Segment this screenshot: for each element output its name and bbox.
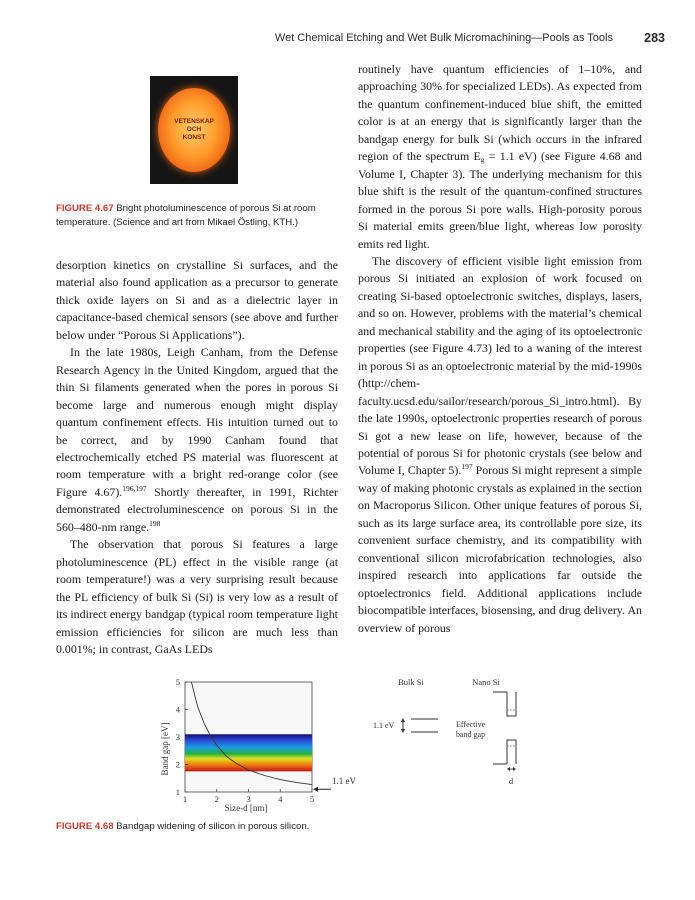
figure-4-68-label: FIGURE 4.68 (56, 821, 114, 832)
size-label: d (508, 776, 514, 786)
y-tick-label: 3 (175, 732, 180, 742)
running-head: Wet Chemical Etching and Wet Bulk Micromachining—Pools as Tools (274, 32, 613, 44)
left-paragraph-1: desorption kinetics on crystalline Si surfaces, and the material also found application as a precursor to generate thick oxide layers on Si and as a dielectric layer in capacitance-based chemical sensors (see above and further below under “Porous Si Applications”). (56, 258, 338, 342)
bandgap-schematic (368, 672, 548, 802)
size-arrow-head-left (507, 767, 510, 771)
left-paragraph-2: In the late 1980s, Leigh Canham, from the Defense Research Agency in the United Kingdom, argued that the thin Si filaments generated when the pores in porous Si become large and numerous enough might display quantum confinement effects. His intuition turned out to be correct, and by 1990 Canham found that electrochemically etched PS material was fluorescent at room temperature with a bright red-orange color (see Figure 4.67).$^{196,197}$ Shortly thereafter, in 1991, Richter demonstrated electroluminescence on porous Si in the 560–480-nm range.$^{198}$ (56, 345, 338, 534)
figure-4-67-caption (56, 202, 318, 229)
visible-spectrum-band (185, 734, 312, 771)
figure-4-67-text: Bright photoluminescence of porous Si at room temperature. (Science and art from Mikael Östling, KTH.) (56, 203, 316, 228)
x-axis-label: Size-d [nm] (224, 803, 268, 813)
citation-ref: 196,197 (122, 483, 147, 493)
citation-ref: 197 (461, 462, 473, 472)
photoluminescence-photo (150, 76, 238, 184)
seal-line-1: VETENSKAP (174, 118, 214, 125)
nano-conduction-well (493, 692, 516, 716)
figure-4-68-text: Bandgap widening of silicon in porous silicon. (116, 821, 310, 832)
x-tick-label: 2 (214, 794, 219, 804)
y-tick-label: 2 (175, 759, 180, 770)
arrow-1-1-ev-head (313, 787, 318, 792)
nano-si-label: Nano Si (472, 677, 500, 687)
plot-area (176, 677, 331, 804)
figure-4-67-label: FIGURE 4.67 (56, 203, 114, 214)
right-paragraph-1: routinely have quantum efficiencies of 1–10%, and approaching 30% for specialized LEDs). As expected from the quantum confinement-induced blue shift, the emitted color is at an energy that is significantly larger than the bandgap energy for bulk Si (which occurs in the infrared region of the spectrum $E_g = 1.1$ eV) (see Figure 4.68 and Volume I, Chapter 3). The underlying mechanism for this blue shift is the result of the quantum-confined structures formed in the porous Si pore walls. High-porosity porous Si material emits green/blue light, whereas low porosity emits red light. (358, 62, 642, 251)
y-axis-label: Band gap [eV] (160, 722, 170, 776)
citation-ref: 198 (149, 518, 161, 528)
size-arrow-head-right (513, 767, 516, 771)
seal-line-3: KONST (182, 134, 206, 141)
page-number: 283 (644, 31, 665, 45)
x-tick-label: 3 (246, 794, 251, 804)
x-tick-label: 1 (182, 794, 188, 804)
y-tick-label: 1 (175, 787, 180, 797)
gap-arrow-head-down (401, 729, 405, 733)
page-header (0, 31, 695, 49)
bulk-si-label: Bulk Si (398, 677, 424, 687)
seal-line-2: OCH (186, 126, 202, 133)
left-column (56, 257, 338, 658)
nano-valence-well (493, 740, 516, 764)
annotation-1-1-ev: 1.1 eV (332, 776, 356, 786)
y-tick-label: 4 (175, 704, 180, 715)
right-paragraph-2: The discovery of efficient visible light emission from porous Si initiated an explosion of work focused on creating Si-based optoelectronic switches, displays, lasers, and so on. However, problems with the material’s chemical and mechanical stability and the aging of its optoelectronic properties (see Figure 4.73) led to a waning of the interest in porous Si as an optoelectronic material by the mid-1990s (http://chem-faculty.ucsd.edu/sailor/research/porous_Si_intro.html). By the late 1990s, optoelectronic properties research of porous Si got a new lease on life, however, because of the potential of porous Si for photonic crystals (see below and Volume I, Chapter 5).$^{197}$ Porous Si might represent a simple way of making photonic crystals as explained in the section on Macroporus Silicon. Other unique features of porous Si, such as its large surface area, its controllable pore size, its convenient surface chemistry, and its compatibility with conventional silicon microfabrication technologies, also inspired research into applications far outside the optoelectronics field. Additional applications include biocompatible interfaces, biosensing, and drug delivery. An overview of porous (358, 253, 642, 635)
right-column (358, 61, 642, 637)
y-tick-label: 5 (175, 677, 180, 687)
x-tick-label: 4 (278, 794, 283, 804)
bulk-gap-label: 1.1 eV (373, 721, 395, 730)
figure-4-68-caption (56, 820, 416, 834)
effective-gap-label-2: band gap (456, 730, 486, 739)
effective-gap-label-1: Effective (456, 720, 486, 729)
bandgap-chart (150, 672, 365, 814)
gap-arrow-head-up (401, 718, 405, 722)
x-tick-label: 5 (309, 794, 315, 804)
left-paragraph-3: The observation that porous Si features a large photoluminescence (PL) effect in the visible range (at room temperature!) was a very surprising result because the PL efficiency of bulk Si (Si) is very low as a result of its indirect energy bandgap (typical room temperature light emission efficiencies for silicon are much less than 0.001%; in contrast, GaAs LEDs (56, 537, 338, 656)
